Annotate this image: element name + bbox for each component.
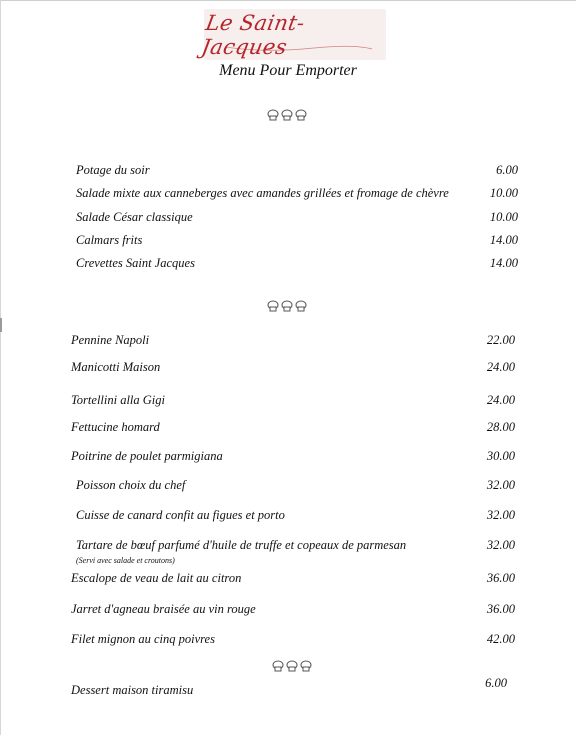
menu-item-price: 42.00 [486, 632, 515, 646]
menu-item-price: 14.00 [489, 233, 518, 247]
menu-item-name: Crevettes Saint Jacques [76, 256, 195, 270]
menu-item-name: Escalope de veau de lait au citron [71, 571, 242, 585]
logo-flourish [204, 9, 386, 60]
chef-hats-ornament-icon [266, 108, 310, 122]
menu-item-price: 22.00 [486, 333, 515, 347]
page-top-border [0, 0, 576, 1]
menu-item-name: Tortellini alla Gigi [71, 393, 166, 407]
menu-item-price: 24.00 [486, 393, 515, 407]
menu-item-name: Tartare de bœuf parfumé d'huile de truffe et copeaux de parmesan [76, 538, 407, 552]
menu-item-name: Calmars frits [76, 233, 143, 247]
chef-hats-ornament-icon [266, 299, 310, 313]
menu-item-name: Potage du soir [76, 163, 150, 177]
menu-item-name: Poitrine de poulet parmigiana [71, 449, 223, 463]
menu-item-name: Manicotti Maison [71, 360, 161, 374]
menu-item-price: 6.00 [485, 676, 507, 690]
menu-item-price: 32.00 [486, 478, 515, 492]
logo-text: Le Saint-Jacques [199, 10, 307, 59]
page-left-border [0, 0, 1, 735]
menu-item-name: Pennine Napoli [71, 333, 150, 347]
menu-item-name: Fettucine homard [71, 420, 160, 434]
menu-title: Menu Pour Emporter [219, 62, 357, 79]
menu-item-name: Poisson choix du chef [76, 478, 186, 492]
menu-item-price: 32.00 [486, 508, 515, 522]
menu-item-price: 24.00 [486, 360, 515, 374]
menu-item-price: 30.00 [486, 449, 515, 463]
menu-item-price: 10.00 [489, 210, 518, 224]
menu-item-name: Cuisse de canard confit au figues et porto [76, 508, 285, 522]
menu-item-name: Dessert maison tiramisu [71, 683, 194, 697]
menu-item-price: 36.00 [486, 571, 515, 585]
menu-item-name: Salade mixte aux canneberges avec amandes grillées et fromage de chèvre [76, 186, 449, 200]
menu-item-name: Salade César classique [76, 210, 193, 224]
menu-item-price: 32.00 [486, 538, 515, 552]
restaurant-logo [199, 9, 386, 60]
menu-item-price: 28.00 [486, 420, 515, 434]
menu-item-note: (Servi avec salade et croutons) [76, 556, 175, 565]
menu-item-price: 6.00 [496, 163, 518, 177]
scroll-position-mark [0, 318, 2, 332]
menu-item-name: Jarret d'agneau braisée au vin rouge [71, 602, 256, 616]
menu-item-price: 14.00 [489, 256, 518, 270]
menu-item-price: 10.00 [489, 186, 518, 200]
menu-item-price: 36.00 [486, 602, 515, 616]
chef-hats-ornament-icon [271, 659, 315, 673]
menu-item-name: Filet mignon au cinq poivres [71, 632, 215, 646]
